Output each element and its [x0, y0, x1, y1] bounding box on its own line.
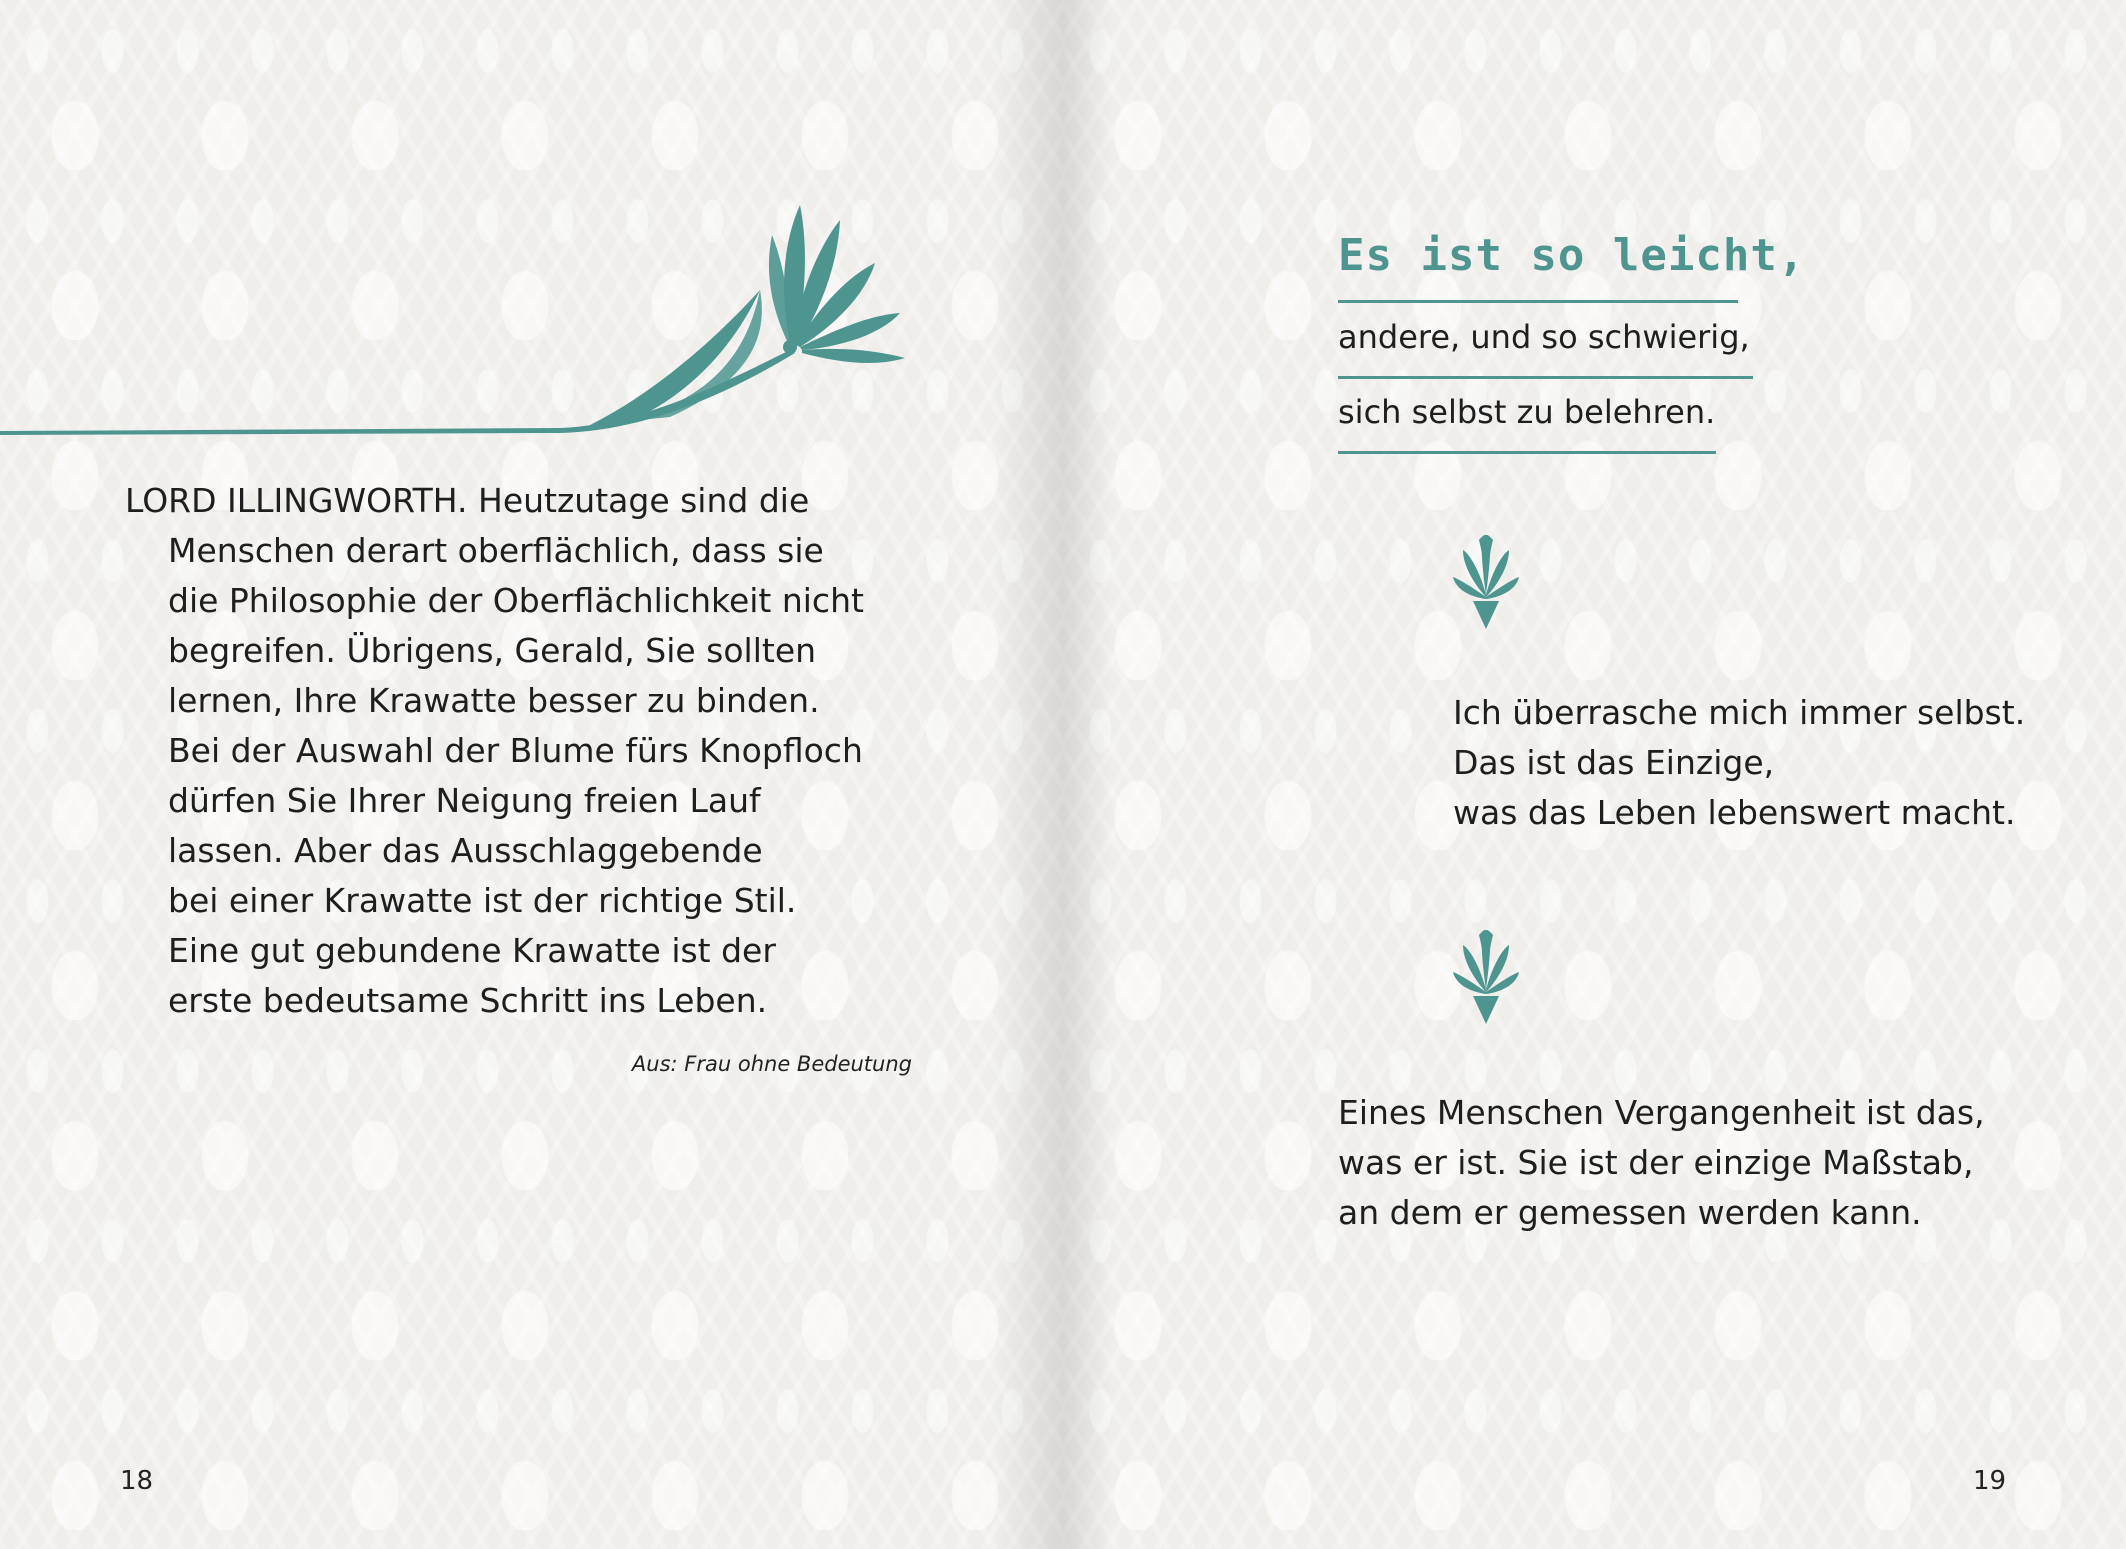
aphorism-line: Ich überrasche mich immer selbst. — [1453, 693, 2026, 732]
fan-palmette-icon — [1451, 535, 1521, 630]
quote-line: dürfen Sie Ihrer Neigung freien Lauf — [168, 781, 761, 820]
quote-line: begreifen. Übrigens, Gerald, Sie sollten — [168, 631, 817, 670]
headline-line: andere, und so schwierig, — [1338, 318, 1750, 356]
aphorism-line: was er ist. Sie ist der einzige Maßstab, — [1338, 1143, 1974, 1182]
fan-palmette-icon — [1451, 930, 1521, 1025]
page-number-left: 18 — [120, 1466, 154, 1496]
quote-line: LORD ILLINGWORTH. Heutzutage sind die — [125, 481, 810, 520]
quote-block — [125, 476, 905, 1026]
aphorism-line: Das ist das Einzige, — [1453, 743, 1775, 782]
quote-line: Bei der Auswahl der Blume fürs Knopfloch — [168, 731, 863, 770]
aphorism-line: an dem er gemessen werden kann. — [1338, 1193, 1922, 1232]
lotus-flower-icon — [0, 195, 920, 445]
aphorism-line: was das Leben lebenswert macht. — [1453, 793, 2016, 832]
quote-line: bei einer Krawatte ist der richtige Stil. — [168, 881, 797, 920]
quote-line: erste bedeutsame Schritt ins Leben. — [168, 981, 768, 1020]
quote-line: lernen, Ihre Krawatte besser zu binden. — [168, 681, 820, 720]
quote-line: Menschen derart oberflächlich, dass sie — [168, 531, 824, 570]
headline-rule — [1338, 376, 1753, 379]
quote-line: lassen. Aber das Ausschlaggebende — [168, 831, 763, 870]
gutter-shadow — [1063, 0, 1113, 1549]
quote-line: Eine gut gebundene Krawatte ist der — [168, 931, 776, 970]
right-page — [1063, 0, 2126, 1549]
quote-source: Aus: Frau ohne Bedeutung — [631, 1052, 912, 1076]
aphorism-2 — [1338, 1088, 1985, 1238]
gutter-shadow — [993, 0, 1063, 1549]
headline-line: sich selbst zu belehren. — [1338, 393, 1716, 431]
headline-rule — [1338, 300, 1738, 303]
headline: Es ist so leicht, — [1338, 230, 1806, 281]
page-number-right: 19 — [1973, 1466, 2007, 1496]
quote-line: die Philosophie der Oberflächlichkeit nicht — [168, 581, 864, 620]
aphorism-1 — [1453, 688, 2025, 838]
aphorism-line: Eines Menschen Vergangenheit ist das, — [1338, 1093, 1985, 1132]
headline-rule — [1338, 451, 1716, 454]
